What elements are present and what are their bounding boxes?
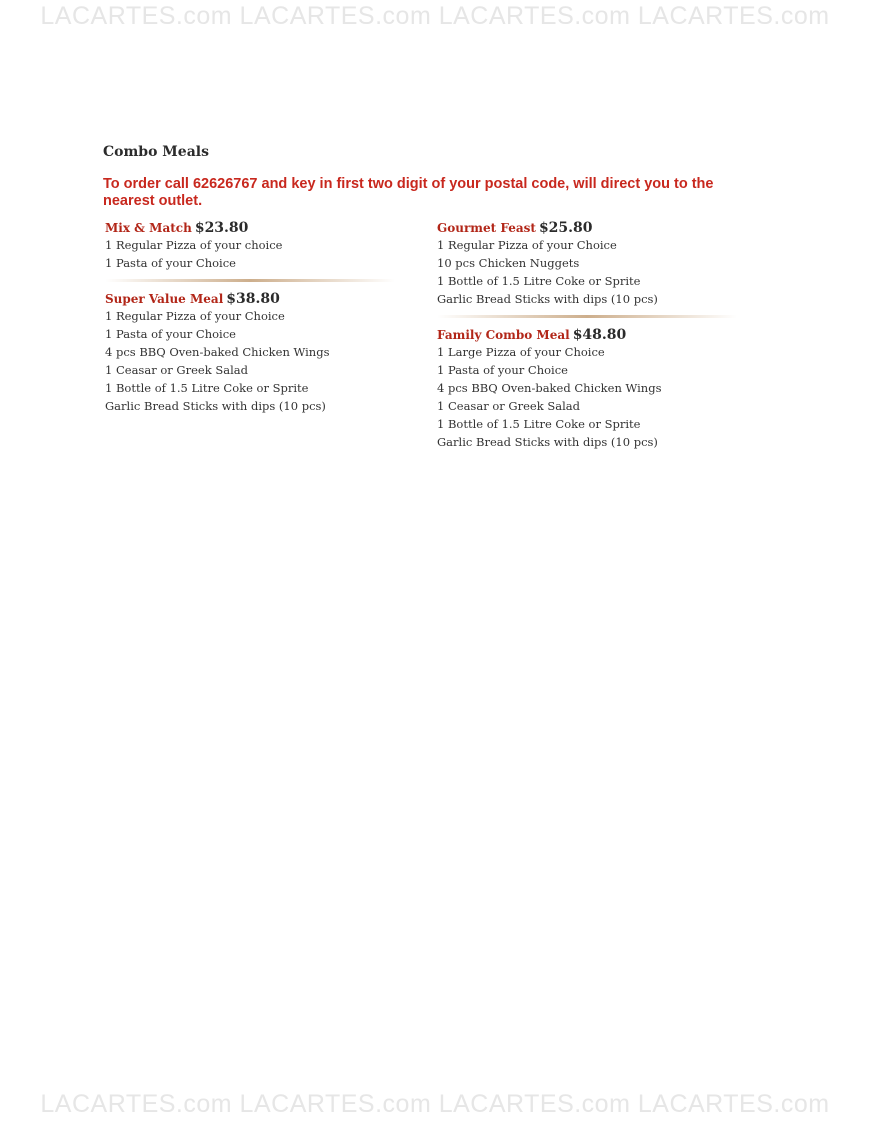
meal-header bbox=[105, 218, 405, 236]
meal-item: Garlic Bread Sticks with dips (10 pcs) bbox=[105, 399, 326, 413]
meal-item: 1 Pasta of your Choice bbox=[105, 256, 236, 270]
meal-super-value-meal bbox=[105, 289, 405, 415]
order-notice: To order call 62626767 and key in first two digit of your postal code, will direct you to the nearest outlet. bbox=[103, 176, 714, 209]
meal-item: 1 Pasta of your Choice bbox=[105, 327, 236, 341]
meal-item: 1 Regular Pizza of your Choice bbox=[105, 309, 285, 323]
meal-items bbox=[105, 307, 405, 415]
meal-item: 1 Ceasar or Greek Salad bbox=[105, 363, 248, 377]
meal-mix-and-match bbox=[105, 218, 405, 272]
meal-item: 1 Bottle of 1.5 Litre Coke or Sprite bbox=[105, 381, 309, 395]
meal-item: 10 pcs Chicken Nuggets bbox=[437, 256, 580, 270]
meal-header bbox=[437, 325, 737, 343]
meal-item: 1 Bottle of 1.5 Litre Coke or Sprite bbox=[437, 274, 641, 288]
meal-price: $23.80 bbox=[194, 220, 249, 236]
divider bbox=[105, 279, 395, 282]
meal-price: $25.80 bbox=[538, 220, 593, 236]
meal-family-combo-meal bbox=[437, 325, 737, 451]
meal-item: 1 Pasta of your Choice bbox=[437, 363, 568, 377]
meal-items bbox=[437, 343, 737, 451]
watermark-top: LACARTES.com LACARTES.com LACARTES.com LACARTES.com bbox=[40, 2, 830, 30]
meal-name: Mix & Match bbox=[105, 221, 192, 235]
meal-gourmet-feast bbox=[437, 218, 737, 308]
meal-items bbox=[105, 236, 405, 272]
meal-item: 4 pcs BBQ Oven-baked Chicken Wings bbox=[437, 381, 662, 395]
meal-name: Family Combo Meal bbox=[437, 328, 570, 342]
divider bbox=[437, 315, 737, 318]
meal-name: Super Value Meal bbox=[105, 292, 224, 306]
meal-items bbox=[437, 236, 737, 308]
meal-item: 1 Large Pizza of your Choice bbox=[437, 345, 605, 359]
meal-header bbox=[437, 218, 737, 236]
meal-header bbox=[105, 289, 405, 307]
meal-item: 1 Regular Pizza of your choice bbox=[105, 238, 283, 252]
meal-name: Gourmet Feast bbox=[437, 221, 536, 235]
meal-item: Garlic Bread Sticks with dips (10 pcs) bbox=[437, 435, 658, 449]
meal-item: 4 pcs BBQ Oven-baked Chicken Wings bbox=[105, 345, 330, 359]
meal-item: 1 Regular Pizza of your Choice bbox=[437, 238, 617, 252]
watermark-bottom: LACARTES.com LACARTES.com LACARTES.com LACARTES.com bbox=[40, 1090, 830, 1118]
meal-item: 1 Bottle of 1.5 Litre Coke or Sprite bbox=[437, 417, 641, 431]
right-column bbox=[437, 218, 737, 451]
meal-price: $38.80 bbox=[226, 291, 280, 307]
section-title: Combo Meals bbox=[103, 144, 209, 160]
meal-item: 1 Ceasar or Greek Salad bbox=[437, 399, 580, 413]
left-column bbox=[105, 218, 405, 415]
meal-price: $48.80 bbox=[572, 327, 627, 343]
meal-item: Garlic Bread Sticks with dips (10 pcs) bbox=[437, 292, 658, 306]
